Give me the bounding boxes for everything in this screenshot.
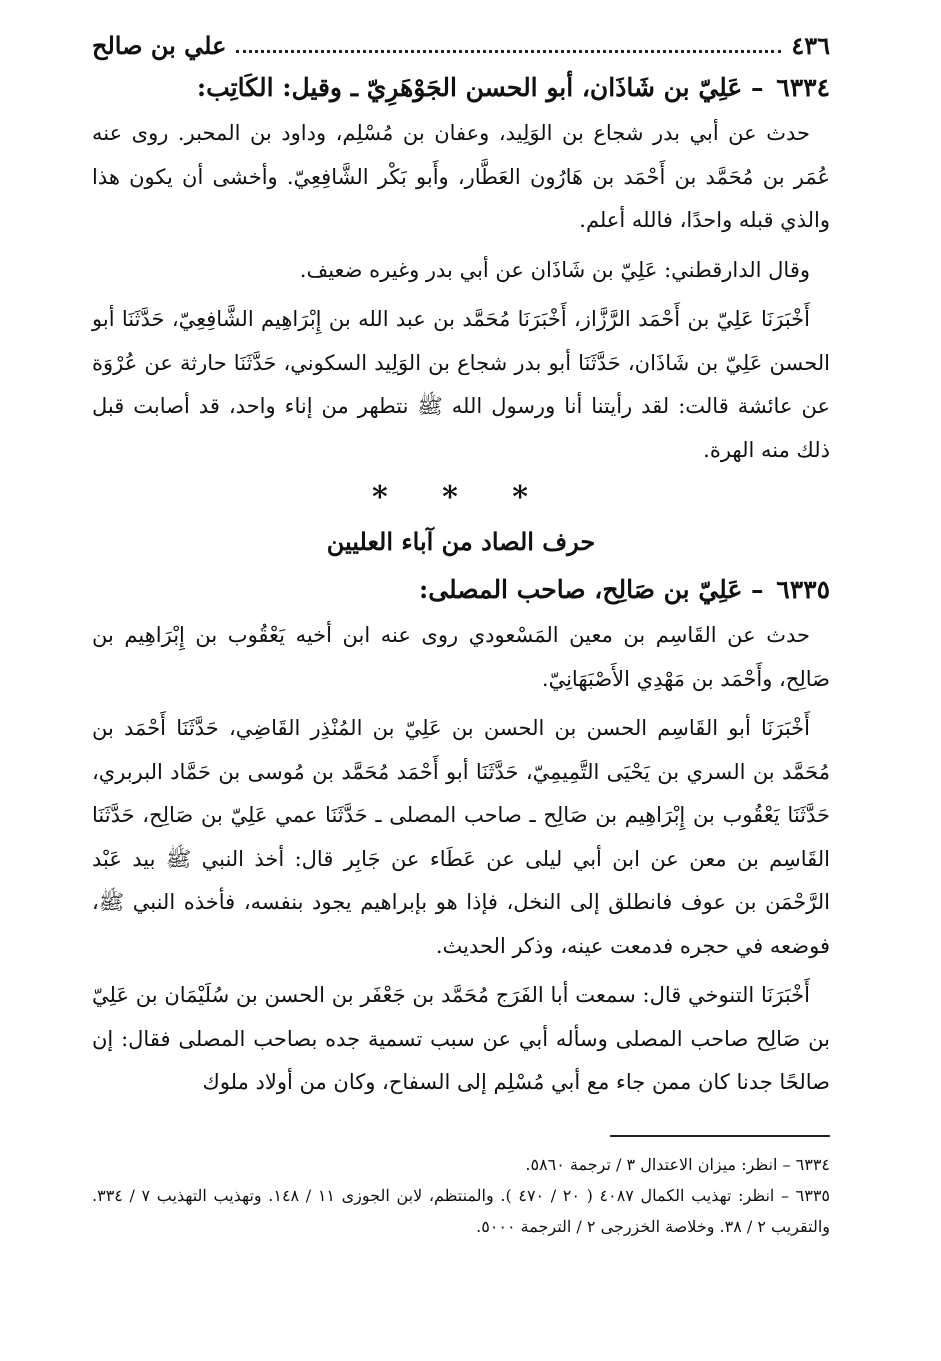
entry-paragraph: أَخْبَرَنَا أبو القَاسِم الحسن بن الحسن بن عَلِيّ بن المُنْذِر القَاضِي، حَدَّثَنَا أَحْمَد بن مُحَمَّد بن السري بن يَحْيَى التَّمِيمِيّ، حَدَّثَنَا أبو أَحْمَد مُحَمَّد بن مُوسى بن حَمَّاد البربري، حَدَّثَنَا يَعْقُوب بن إِبْرَاهِيم بن صَالِح ـ صاحب المصلى ـ حَدَّثَنَا عمي عَلِيّ بن صَالِح، حَدَّثَنَا القَاسِم بن معن عن ابن أبي ليلى عن عَطَاء عن جَابِر قال: أخذ النبي ﷺ بيد عَبْد الرَّحْمَن بن عوف فانطلق إلى النخل، فإذا هو بإبراهيم يجود بنفسه، فأخذه النبي ﷺ، فوضعه في حجره فدمعت عينه، وذكر الحديث.: [92, 716, 830, 958]
footnote: ٦٣٣٤ – انظر: ميزان الاعتدال ٣ / ترجمة ٥٨٦٠.: [525, 1154, 830, 1174]
page-header: [92, 28, 830, 62]
entry-heading: [92, 68, 830, 108]
entry-paragraph: أَخْبَرَنَا التنوخي قال: سمعت أبا الفَرَج مُحَمَّد بن جَعْفَر بن الحسن بن سُلَيْمَان بن عَلِيّ بن صَالِح صاحب المصلى وسأله أبي عن سبب تسمية جده بصاحب المصلى فقال: إن صالحًا جدنا كان ممن جاء مع أبي مُسْلِم إلى السفاح، وكان من أولاد ملوك: [92, 983, 830, 1094]
header-dotted-leader: [236, 50, 781, 53]
entry-title: – عَلِيّ بن شَاذَان، أبو الحسن الجَوْهَرِيّ ـ وقيل: الكَاتِب:: [196, 73, 764, 102]
entry-paragraph: وقال الدارقطني: عَلِيّ بن شَاذَان عن أبي بدر وغيره ضعيف.: [299, 257, 810, 282]
entry-heading: [92, 570, 830, 610]
page-number: ٤٣٦: [791, 30, 830, 60]
section-heading: حرف الصاد من آباء العليين: [326, 527, 596, 556]
running-title: علي بن صالح: [92, 30, 227, 60]
entry-title: – عَلِيّ بن صَالِح، صاحب المصلى:: [418, 575, 764, 604]
entry-paragraph: أَخْبَرَنَا عَلِيّ بن أَحْمَد الرَّزَّاز، أَخْبَرَنَا مُحَمَّد بن عبد الله بن إِبْرَاهِيم الشَّافِعِيّ، حَدَّثَنَا أبو الحسن عَلِيّ بن شَاذَان، حَدَّثَنَا أبو بدر شجاع بن الوَلِيد السكوني، حَدَّثَنَا حارثة عن عُرْوَة عن عائشة قالت: لقد رأيتنا أنا ورسول الله ﷺ نتطهر من إناء واحد، قد أصابت قبل ذلك منه الهرة.: [92, 307, 830, 462]
entry-number: ٦٣٣٥: [776, 575, 830, 604]
book-page: [92, 28, 830, 1242]
footnote-rule: [610, 1135, 830, 1137]
footnote: ٦٣٣٥ – انظر: تهذيب الكمال ٤٠٨٧ ( ٢٠ / ٤٧٠ ). والمنتظم، لابن الجوزى ١١ / ١٤٨. وتهذيب التهذيب ٧ / ٣٣٤. والتقريب ٢ / ٣٨. وخلاصة الخزرجى ٢ / الترجمة ٥٠٠٠.: [92, 1185, 831, 1236]
footnotes: [92, 1149, 830, 1242]
entry-paragraph: حدث عن أبي بدر شجاع بن الوَلِيد، وعفان بن مُسْلِم، وداود بن المحبر. روى عنه عُمَر بن مُحَمَّد بن أَحْمَد بن هَارُون العَطَّار، وأَبو بَكْر الشَّافِعِيّ. وأخشى أن يكون هذا والذي قبله واحدًا، فالله أعلم.: [92, 121, 830, 232]
entry-paragraph: حدث عن القَاسِم بن معين المَسْعودي روى عنه ابن أخيه يَعْقُوب بن إِبْرَاهِيم بن صَالِح، وأَحْمَد بن مَهْدِي الأَصْبَهَانِيّ.: [92, 623, 830, 691]
asterism-separator: * * *: [372, 480, 550, 515]
entry-number: ٦٣٣٤: [776, 73, 830, 102]
